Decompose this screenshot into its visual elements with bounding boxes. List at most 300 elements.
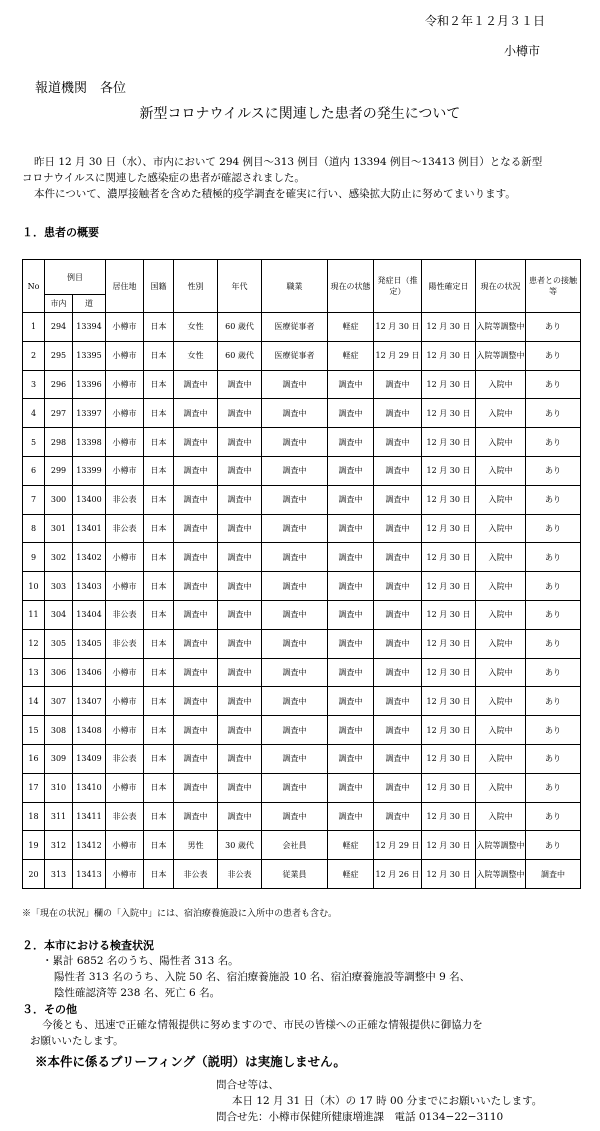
cell-status: 入院中 (476, 716, 526, 745)
cell-case-city: 308 (45, 716, 73, 745)
cell-status: 入院中 (476, 399, 526, 428)
cell-case-do: 13397 (73, 399, 106, 428)
cell-age: 調査中 (218, 629, 262, 658)
table-row (23, 485, 581, 514)
cell-sex: 調査中 (174, 600, 218, 629)
cell-confirmed: 12 月 30 日 (422, 456, 476, 485)
cell-confirmed: 12 月 30 日 (422, 802, 476, 831)
cell-sex: 調査中 (174, 370, 218, 399)
cell-confirmed: 12 月 30 日 (422, 744, 476, 773)
cell-nationality: 日本 (144, 370, 174, 399)
cell-job: 医療従事者 (262, 341, 328, 370)
cell-job: 調査中 (262, 716, 328, 745)
cell-contact: あり (526, 313, 581, 342)
cell-no: 14 (23, 687, 45, 716)
cell-contact: あり (526, 687, 581, 716)
cell-age: 調査中 (218, 716, 262, 745)
cell-nationality: 日本 (144, 687, 174, 716)
table-row (23, 831, 581, 860)
cell-residence: 小樽市 (106, 341, 144, 370)
cell-age: 調査中 (218, 773, 262, 802)
cell-confirmed: 12 月 30 日 (422, 716, 476, 745)
cell-age: 調査中 (218, 428, 262, 457)
cell-no: 2 (23, 341, 45, 370)
cell-contact: あり (526, 543, 581, 572)
table-row (23, 658, 581, 687)
cell-no: 1 (23, 313, 45, 342)
cell-contact: あり (526, 802, 581, 831)
header-confirmed: 陽性確定日 (422, 260, 476, 313)
section-2-line-1: ・累計 6852 名のうち、陽性者 313 名。 (42, 955, 239, 967)
cell-case-do: 13396 (73, 370, 106, 399)
cell-age: 調査中 (218, 399, 262, 428)
cell-sex: 調査中 (174, 485, 218, 514)
cell-age: 調査中 (218, 744, 262, 773)
cell-sex: 男性 (174, 831, 218, 860)
cell-nationality: 日本 (144, 514, 174, 543)
section-3-line-2: お願いいたします。 (30, 1035, 124, 1047)
cell-status: 入院中 (476, 600, 526, 629)
cell-condition: 調査中 (328, 428, 374, 457)
cell-no: 17 (23, 773, 45, 802)
cell-onset: 12 月 26 日 (374, 860, 422, 889)
cell-no: 6 (23, 456, 45, 485)
cell-sex: 調査中 (174, 687, 218, 716)
cell-age: 調査中 (218, 370, 262, 399)
cell-contact: あり (526, 629, 581, 658)
cell-contact: あり (526, 514, 581, 543)
table-row (23, 773, 581, 802)
cell-nationality: 日本 (144, 716, 174, 745)
cell-confirmed: 12 月 30 日 (422, 658, 476, 687)
cell-contact: あり (526, 428, 581, 457)
cell-case-do: 13402 (73, 543, 106, 572)
section-3-line-1: 今後とも、迅速で正確な情報提供に努めますので、市民の皆様への正確な情報提供に御協力を (42, 1019, 483, 1031)
cell-job: 調査中 (262, 802, 328, 831)
cell-contact: あり (526, 831, 581, 860)
contact-line-3: 問合せ先：小樽市保健所健康増進課 電話 0134−22−3110 (216, 1111, 504, 1123)
cell-residence: 小樽市 (106, 687, 144, 716)
cell-age: 60 歳代 (218, 313, 262, 342)
cell-onset: 調査中 (374, 773, 422, 802)
cell-nationality: 日本 (144, 485, 174, 514)
cell-case-do: 13406 (73, 658, 106, 687)
cell-case-city: 297 (45, 399, 73, 428)
cell-case-do: 13400 (73, 485, 106, 514)
table-row (23, 600, 581, 629)
cell-sex: 調査中 (174, 399, 218, 428)
cell-no: 3 (23, 370, 45, 399)
cell-condition: 調査中 (328, 802, 374, 831)
cell-case-city: 311 (45, 802, 73, 831)
cell-sex: 女性 (174, 313, 218, 342)
cell-case-city: 307 (45, 687, 73, 716)
cell-onset: 12 月 29 日 (374, 341, 422, 370)
cell-sex: 調査中 (174, 658, 218, 687)
header-age: 年代 (218, 260, 262, 313)
cell-no: 18 (23, 802, 45, 831)
cell-sex: 調査中 (174, 572, 218, 601)
cell-residence: 小樽市 (106, 773, 144, 802)
cell-nationality: 日本 (144, 773, 174, 802)
cell-residence: 小樽市 (106, 399, 144, 428)
cell-condition: 調査中 (328, 600, 374, 629)
cell-status: 入院中 (476, 658, 526, 687)
patient-table (22, 259, 581, 889)
cell-nationality: 日本 (144, 658, 174, 687)
cell-nationality: 日本 (144, 629, 174, 658)
header-job: 職業 (262, 260, 328, 313)
document-title: 新型コロナウイルスに関連した患者の発生について (139, 106, 461, 122)
cell-status: 入院中 (476, 687, 526, 716)
table-row (23, 744, 581, 773)
cell-nationality: 日本 (144, 428, 174, 457)
cell-residence: 非公表 (106, 514, 144, 543)
cell-case-city: 306 (45, 658, 73, 687)
cell-nationality: 日本 (144, 313, 174, 342)
cell-residence: 非公表 (106, 629, 144, 658)
cell-nationality: 日本 (144, 600, 174, 629)
cell-job: 医療従事者 (262, 313, 328, 342)
cell-age: 30 歳代 (218, 831, 262, 860)
section-2-line-3: 陰性確認済等 238 名、死亡 6 名。 (54, 987, 221, 999)
cell-case-city: 301 (45, 514, 73, 543)
table-row (23, 802, 581, 831)
cell-onset: 調査中 (374, 456, 422, 485)
cell-residence: 小樽市 (106, 572, 144, 601)
cell-job: 調査中 (262, 456, 328, 485)
table-row (23, 687, 581, 716)
document-date: 令和２年１２月３１日 (424, 14, 545, 28)
contact-line-1: 問合せ等は、 (216, 1079, 279, 1091)
cell-contact: あり (526, 341, 581, 370)
cell-contact: あり (526, 773, 581, 802)
cell-confirmed: 12 月 30 日 (422, 831, 476, 860)
cell-case-do: 13403 (73, 572, 106, 601)
cell-residence: 非公表 (106, 485, 144, 514)
addressee: 報道機関 各位 (35, 81, 127, 96)
cell-residence: 小樽市 (106, 370, 144, 399)
cell-job: 会社員 (262, 831, 328, 860)
cell-onset: 調査中 (374, 658, 422, 687)
cell-residence: 非公表 (106, 744, 144, 773)
cell-confirmed: 12 月 30 日 (422, 370, 476, 399)
cell-status: 入院中 (476, 428, 526, 457)
cell-case-do: 13395 (73, 341, 106, 370)
cell-no: 19 (23, 831, 45, 860)
cell-case-city: 313 (45, 860, 73, 889)
table-row (23, 313, 581, 342)
cell-sex: 調査中 (174, 514, 218, 543)
header-case-city: 市内 (45, 295, 73, 313)
cell-condition: 調査中 (328, 658, 374, 687)
cell-confirmed: 12 月 30 日 (422, 572, 476, 601)
cell-status: 入院中 (476, 456, 526, 485)
cell-onset: 調査中 (374, 600, 422, 629)
intro-line-2: コロナウイルスに関連した感染症の患者が確認されました。 (22, 172, 305, 184)
cell-condition: 調査中 (328, 687, 374, 716)
cell-contact: あり (526, 658, 581, 687)
cell-nationality: 日本 (144, 831, 174, 860)
cell-case-do: 13411 (73, 802, 106, 831)
cell-confirmed: 12 月 30 日 (422, 600, 476, 629)
cell-confirmed: 12 月 30 日 (422, 773, 476, 802)
cell-status: 入院中 (476, 629, 526, 658)
patient-table-body (23, 313, 581, 889)
cell-status: 入院中 (476, 572, 526, 601)
cell-case-do: 13413 (73, 860, 106, 889)
cell-case-do: 13398 (73, 428, 106, 457)
cell-sex: 調査中 (174, 744, 218, 773)
section-1-heading: １．患者の概要 (22, 226, 99, 239)
cell-no: 20 (23, 860, 45, 889)
cell-age: 調査中 (218, 572, 262, 601)
cell-case-city: 305 (45, 629, 73, 658)
cell-condition: 軽症 (328, 313, 374, 342)
cell-contact: あり (526, 600, 581, 629)
table-row (23, 370, 581, 399)
cell-onset: 調査中 (374, 716, 422, 745)
header-case-do: 道 (73, 295, 106, 313)
cell-case-do: 13408 (73, 716, 106, 745)
cell-condition: 調査中 (328, 716, 374, 745)
cell-confirmed: 12 月 30 日 (422, 485, 476, 514)
cell-case-do: 13410 (73, 773, 106, 802)
cell-condition: 軽症 (328, 831, 374, 860)
cell-nationality: 日本 (144, 744, 174, 773)
cell-job: 調査中 (262, 572, 328, 601)
cell-case-do: 13407 (73, 687, 106, 716)
cell-age: 調査中 (218, 658, 262, 687)
cell-confirmed: 12 月 30 日 (422, 629, 476, 658)
cell-status: 入院中 (476, 744, 526, 773)
cell-age: 調査中 (218, 485, 262, 514)
cell-contact: あり (526, 485, 581, 514)
cell-sex: 女性 (174, 341, 218, 370)
cell-job: 調査中 (262, 744, 328, 773)
cell-age: 調査中 (218, 543, 262, 572)
cell-onset: 調査中 (374, 370, 422, 399)
cell-condition: 軽症 (328, 341, 374, 370)
cell-nationality: 日本 (144, 456, 174, 485)
cell-age: 非公表 (218, 860, 262, 889)
cell-job: 調査中 (262, 485, 328, 514)
cell-onset: 調査中 (374, 687, 422, 716)
intro-line-1: 昨日 12 月 30 日（水）、市内において 294 例目〜313 例目（道内 13394 例目〜13413 例目）となる新型 (34, 156, 543, 168)
cell-confirmed: 12 月 30 日 (422, 514, 476, 543)
cell-condition: 軽症 (328, 860, 374, 889)
cell-job: 調査中 (262, 428, 328, 457)
table-row (23, 543, 581, 572)
cell-condition: 調査中 (328, 744, 374, 773)
cell-job: 調査中 (262, 370, 328, 399)
cell-no: 15 (23, 716, 45, 745)
cell-condition: 調査中 (328, 572, 374, 601)
cell-sex: 調査中 (174, 428, 218, 457)
cell-contact: あり (526, 716, 581, 745)
cell-sex: 調査中 (174, 456, 218, 485)
cell-case-city: 295 (45, 341, 73, 370)
cell-no: 12 (23, 629, 45, 658)
cell-age: 調査中 (218, 802, 262, 831)
cell-job: 調査中 (262, 629, 328, 658)
cell-residence: 非公表 (106, 802, 144, 831)
cell-status: 入院等調整中 (476, 341, 526, 370)
cell-sex: 調査中 (174, 716, 218, 745)
cell-status: 入院中 (476, 485, 526, 514)
header-condition: 現在の状態 (328, 260, 374, 313)
cell-residence: 小樽市 (106, 658, 144, 687)
cell-condition: 調査中 (328, 629, 374, 658)
cell-nationality: 日本 (144, 860, 174, 889)
cell-status: 入院等調整中 (476, 860, 526, 889)
cell-confirmed: 12 月 30 日 (422, 341, 476, 370)
cell-job: 調査中 (262, 687, 328, 716)
briefing-notice: ※本件に係るブリーフィング（説明）は実施しません。 (35, 1054, 346, 1069)
cell-job: 調査中 (262, 399, 328, 428)
cell-onset: 調査中 (374, 485, 422, 514)
cell-onset: 調査中 (374, 399, 422, 428)
cell-case-city: 309 (45, 744, 73, 773)
cell-nationality: 日本 (144, 341, 174, 370)
header-residence: 居住地 (106, 260, 144, 313)
issuer-city: 小樽市 (503, 44, 540, 58)
cell-condition: 調査中 (328, 485, 374, 514)
cell-no: 13 (23, 658, 45, 687)
cell-contact: あり (526, 456, 581, 485)
cell-sex: 調査中 (174, 773, 218, 802)
cell-case-do: 13404 (73, 600, 106, 629)
header-contact: 患者との接触等 (526, 260, 581, 313)
cell-residence: 小樽市 (106, 456, 144, 485)
cell-status: 入院中 (476, 802, 526, 831)
cell-case-city: 304 (45, 600, 73, 629)
table-row (23, 341, 581, 370)
table-row (23, 716, 581, 745)
cell-condition: 調査中 (328, 543, 374, 572)
cell-confirmed: 12 月 30 日 (422, 860, 476, 889)
cell-condition: 調査中 (328, 456, 374, 485)
cell-case-do: 13401 (73, 514, 106, 543)
cell-no: 9 (23, 543, 45, 572)
cell-condition: 調査中 (328, 773, 374, 802)
cell-job: 調査中 (262, 514, 328, 543)
cell-case-do: 13399 (73, 456, 106, 485)
cell-confirmed: 12 月 30 日 (422, 687, 476, 716)
cell-case-city: 298 (45, 428, 73, 457)
table-note: ※「現在の状況」欄の「入院中」には、宿泊療養施設に入所中の患者も含む。 (22, 909, 338, 919)
cell-no: 5 (23, 428, 45, 457)
cell-contact: 調査中 (526, 860, 581, 889)
cell-onset: 調査中 (374, 629, 422, 658)
cell-contact: あり (526, 572, 581, 601)
table-row (23, 428, 581, 457)
cell-case-city: 303 (45, 572, 73, 601)
cell-confirmed: 12 月 30 日 (422, 313, 476, 342)
contact-line-2: 本日 12 月 31 日（木）の 17 時 00 分までにお願いいたします。 (232, 1095, 543, 1107)
cell-case-do: 13405 (73, 629, 106, 658)
cell-confirmed: 12 月 30 日 (422, 543, 476, 572)
cell-status: 入院中 (476, 514, 526, 543)
cell-sex: 調査中 (174, 802, 218, 831)
section-2-line-2: 陽性者 313 名のうち、入院 50 名、宿泊療養施設 10 名、宿泊療養施設等調整中 9 名、 (54, 971, 471, 983)
cell-condition: 調査中 (328, 370, 374, 399)
cell-onset: 調査中 (374, 744, 422, 773)
cell-contact: あり (526, 370, 581, 399)
cell-job: 調査中 (262, 773, 328, 802)
cell-onset: 調査中 (374, 572, 422, 601)
intro-line-3: 本件について、濃厚接触者を含めた積極的疫学調査を確実に行い、感染拡大防止に努めてまいります。 (34, 188, 516, 200)
cell-no: 4 (23, 399, 45, 428)
cell-job: 従業員 (262, 860, 328, 889)
header-status: 現在の状況 (476, 260, 526, 313)
cell-case-city: 296 (45, 370, 73, 399)
cell-no: 16 (23, 744, 45, 773)
cell-residence: 小樽市 (106, 313, 144, 342)
cell-nationality: 日本 (144, 572, 174, 601)
cell-job: 調査中 (262, 543, 328, 572)
cell-case-city: 312 (45, 831, 73, 860)
cell-onset: 調査中 (374, 514, 422, 543)
cell-age: 調査中 (218, 456, 262, 485)
cell-case-city: 310 (45, 773, 73, 802)
cell-nationality: 日本 (144, 399, 174, 428)
cell-age: 60 歳代 (218, 341, 262, 370)
cell-sex: 調査中 (174, 629, 218, 658)
table-row (23, 860, 581, 889)
cell-case-city: 302 (45, 543, 73, 572)
cell-contact: あり (526, 744, 581, 773)
table-row (23, 514, 581, 543)
cell-condition: 調査中 (328, 514, 374, 543)
table-row (23, 399, 581, 428)
header-onset: 発症日（推定） (374, 260, 422, 313)
cell-onset: 調査中 (374, 543, 422, 572)
cell-onset: 12 月 30 日 (374, 313, 422, 342)
cell-case-do: 13409 (73, 744, 106, 773)
cell-residence: 小樽市 (106, 831, 144, 860)
cell-status: 入院等調整中 (476, 831, 526, 860)
cell-no: 7 (23, 485, 45, 514)
section-2-heading: ２．本市における検査状況 (22, 939, 154, 952)
cell-no: 8 (23, 514, 45, 543)
cell-no: 11 (23, 600, 45, 629)
header-case: 例目 (45, 260, 106, 295)
table-row (23, 572, 581, 601)
cell-residence: 小樽市 (106, 860, 144, 889)
cell-age: 調査中 (218, 514, 262, 543)
cell-onset: 調査中 (374, 802, 422, 831)
cell-age: 調査中 (218, 600, 262, 629)
cell-job: 調査中 (262, 600, 328, 629)
cell-age: 調査中 (218, 687, 262, 716)
cell-case-do: 13412 (73, 831, 106, 860)
cell-residence: 小樽市 (106, 543, 144, 572)
cell-status: 入院中 (476, 370, 526, 399)
cell-status: 入院中 (476, 543, 526, 572)
section-3-heading: ３．その他 (22, 1003, 77, 1016)
cell-sex: 調査中 (174, 543, 218, 572)
cell-residence: 非公表 (106, 600, 144, 629)
cell-onset: 調査中 (374, 428, 422, 457)
cell-residence: 小樽市 (106, 716, 144, 745)
cell-contact: あり (526, 399, 581, 428)
cell-sex: 非公表 (174, 860, 218, 889)
cell-status: 入院中 (476, 773, 526, 802)
cell-no: 10 (23, 572, 45, 601)
cell-case-city: 300 (45, 485, 73, 514)
cell-job: 調査中 (262, 658, 328, 687)
